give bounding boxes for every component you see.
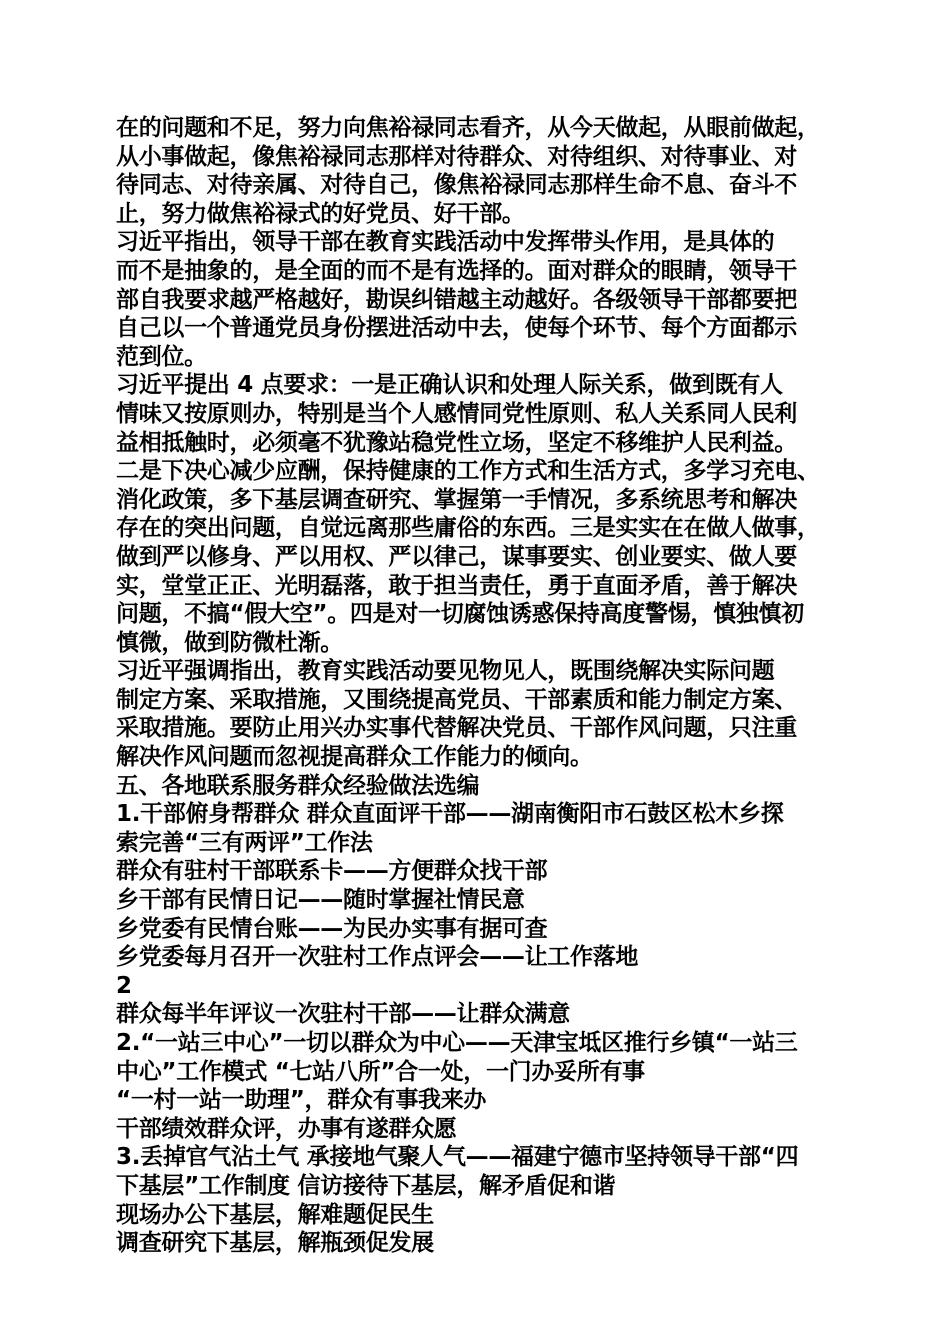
text-line: 群众每半年评议一次驻村干部——让群众满意 [116, 1001, 571, 1028]
text-line: 做到严以修身、严以用权、严以律己，谋事要实、创业要实、做人要 [116, 543, 798, 570]
text-line: 二是下决心减少应酬，保持健康的工作方式和生活方式，多学习充电、 [116, 458, 820, 485]
text-line: 自己以一个普通党员身份摆进活动中去，使每个环节、每个方面都示 [116, 315, 798, 342]
text-line: 现场办公下基层，解难题促民生 [116, 1201, 434, 1228]
text-line: 2 [116, 972, 132, 999]
text-line: 存在的突出问题，自觉远离那些庸俗的东西。三是实实在在做人做事， [116, 515, 820, 542]
text-line: 五、各地联系服务群众经验做法选编 [116, 772, 480, 799]
text-line: 情味又按原则办，特别是当个人感情同党性原则、私人关系同人民利 [116, 400, 798, 427]
text-line: 3.丢掉官气沾土气 承接地气聚人气——福建宁德市坚持领导干部“四 [116, 1144, 799, 1171]
text-line: 从小事做起，像焦裕禄同志那样对待群众、对待组织、对待事业、对 [116, 143, 798, 170]
text-line: 在的问题和不足，努力向焦裕禄同志看齐，从今天做起，从眼前做起， [116, 115, 820, 141]
text-line: 制定方案、采取措施，又围绕提高党员、干部素质和能力制定方案、 [116, 686, 798, 713]
text-line: 调查研究下基层，解瓶颈促发展 [116, 1230, 434, 1257]
text-line: 中心”工作模式 “七站八所”合一处，一门办妥所有事 [116, 1058, 645, 1085]
text-line: 1.干部俯身帮群众 群众直面评干部——湖南衡阳市石鼓区松木乡探 [116, 801, 784, 828]
document-body [116, 114, 842, 1258]
text-line: 采取措施。要防止用兴办实事代替解决党员、干部作风问题，只注重 [116, 715, 798, 742]
text-line: 下基层”工作制度 信访接待下基层，解矛盾促和谐 [116, 1172, 616, 1199]
text-line: 慎微，做到防微杜渐。 [116, 629, 344, 656]
text-line: 止，努力做焦裕禄式的好党员、好干部。 [116, 200, 525, 227]
text-line: 习近平提出 4 点要求：一是正确认识和处理人际关系，做到既有人 [116, 372, 783, 399]
text-line: 乡党委每月召开一次驻村工作点评会——让工作落地 [116, 944, 639, 971]
text-line: 益相抵触时，必须毫不犹豫站稳党性立场，坚定不移维护人民利益。 [116, 429, 798, 456]
text-line: 部自我要求越严格越好，勘误纠错越主动越好。各级领导干部都要把 [116, 286, 798, 313]
text-line: 干部绩效群众评，办事有遂群众愿 [116, 1115, 457, 1142]
text-line: 习近平强调指出，教育实践活动要见物见人，既围绕解决实际问题 [116, 658, 775, 685]
text-line: 解决作风问题而忽视提高群众工作能力的倾向。 [116, 744, 593, 771]
text-line: 群众有驻村干部联系卡——方便群众找干部 [116, 858, 548, 885]
text-line: 范到位。 [116, 343, 207, 370]
text-line: 待同志、对待亲属、对待自己，像焦裕禄同志那样生命不息、奋斗不 [116, 172, 798, 199]
text-line: 乡干部有民情日记——随时掌握社情民意 [116, 887, 525, 914]
text-line: 问题，不搞“假大空”。四是对一切腐蚀诱惑保持高度警惕，慎独慎初 [116, 601, 804, 628]
text-line: “一村一站一助理”，群众有事我来办 [116, 1087, 487, 1114]
text-line: 实，堂堂正正、光明磊落，敢于担当责任，勇于直面矛盾，善于解决 [116, 572, 798, 599]
text-line: 乡党委有民情台账——为民办实事有据可查 [116, 915, 548, 942]
text-line: 2.“一站三中心”一切以群众为中心——天津宝坻区推行乡镇“一站三 [116, 1030, 798, 1056]
text-line: 消化政策，多下基层调查研究、掌握第一手情况，多系统思考和解决 [116, 486, 798, 513]
text-line: 而不是抽象的，是全面的而不是有选择的。面对群众的眼睛，领导干 [116, 257, 798, 284]
text-line: 索完善“三有两评”工作法 [116, 829, 373, 856]
text-line: 习近平指出，领导干部在教育实践活动中发挥带头作用，是具体的 [116, 229, 775, 256]
